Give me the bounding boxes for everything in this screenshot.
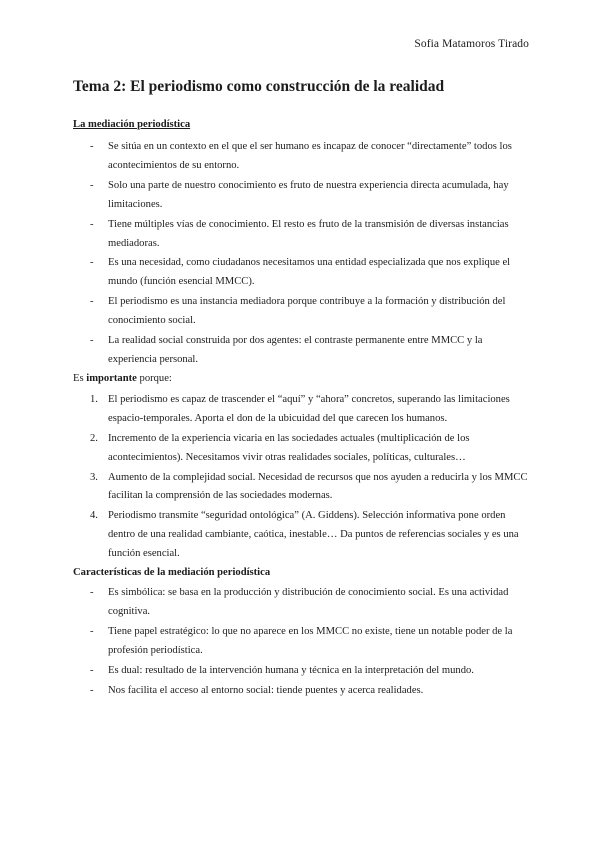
list-item: - Es simbólica: se basa en la producción y distribución de conocimiento social. Es una actividad cognitiva.: [73, 584, 533, 622]
dash-bullet: -: [90, 625, 94, 637]
page-title: Tema 2: El periodismo como construcción de la realidad: [73, 78, 445, 95]
list-item: - Se sitúa en un contexto en el que el ser humano es incapaz de conocer “directamente” todos los acontecimientos de su entorno.: [73, 138, 533, 176]
section-heading-caracteristicas: Características de la mediación periodística: [73, 567, 271, 579]
list-item: 1. El periodismo es capaz de trascender el “aquí” y “ahora” concretos, superando las limitaciones espacio-temporales. Aporta el don de la ubicuidad del que carecen los humanos.: [73, 391, 533, 429]
author-name: Sofia Matamoros Tirado: [414, 38, 529, 50]
mediacion-list: [73, 138, 533, 370]
importance-list: [73, 391, 533, 564]
number-marker: 1.: [90, 393, 98, 405]
dash-bullet: -: [90, 296, 94, 308]
list-item: 2. Incremento de la experiencia vicaria en las sociedades actuales (multiplicación de los acontecimientos). Necesitamos vivir otras realidades sociales, políticas, culturales…: [73, 430, 533, 468]
list-item: - La realidad social construida por dos agentes: el contraste permanente entre MMCC y la experiencia personal.: [73, 332, 533, 370]
dash-bullet: -: [90, 587, 94, 599]
dash-bullet: -: [90, 664, 94, 676]
list-item: 3. Aumento de la complejidad social. Necesidad de recursos que nos ayuden a reducirla y los MMCC facilitan la comprensión de las sociedades modernas.: [73, 469, 533, 507]
number-marker: 4.: [90, 510, 98, 522]
list-item: - Tiene papel estratégico: lo que no aparece en los MMCC no existe, tiene un notable poder de la profesión periodística.: [73, 623, 533, 661]
dash-bullet: -: [90, 335, 94, 347]
list-item: - Es dual: resultado de la intervención humana y técnica en la interpretación del mundo.: [73, 662, 533, 681]
list-item: 4. Periodismo transmite “seguridad ontológica” (A. Giddens). Selección informativa pone orden dentro de una realidad cambiante, caótica, inestable… Da puntos de referencias sociales y es una función esencial.: [73, 507, 533, 564]
dash-bullet: -: [90, 141, 94, 152]
dash-bullet: -: [90, 257, 94, 269]
number-marker: 3.: [90, 471, 98, 483]
emphasis-important: importante: [86, 372, 137, 384]
list-item: - Nos facilita el acceso al entorno social: tiende puentes y acerca realidades.: [73, 682, 533, 701]
number-marker: 2.: [90, 432, 98, 444]
document-body: [73, 118, 533, 702]
list-item: - Tiene múltiples vías de conocimiento. El resto es fruto de la transmisión de diversas instancias mediadoras.: [73, 216, 533, 254]
importance-intro: Es importante porque:: [73, 372, 172, 384]
list-item: - Es una necesidad, como ciudadanos necesitamos una entidad especializada que nos explique el mundo (función esencial MMCC).: [73, 254, 533, 292]
dash-bullet: -: [90, 179, 94, 191]
caracteristicas-list: [73, 584, 533, 700]
dash-bullet: -: [90, 684, 94, 696]
list-item: - El periodismo es una instancia mediadora porque contribuye a la formación y distribución del conocimiento social.: [73, 293, 533, 331]
list-item: - Solo una parte de nuestro conocimiento es fruto de nuestra experiencia directa acumulada, hay limitaciones.: [73, 177, 533, 215]
section-heading-mediacion: La mediación periodística: [73, 119, 191, 130]
dash-bullet: -: [90, 218, 94, 230]
